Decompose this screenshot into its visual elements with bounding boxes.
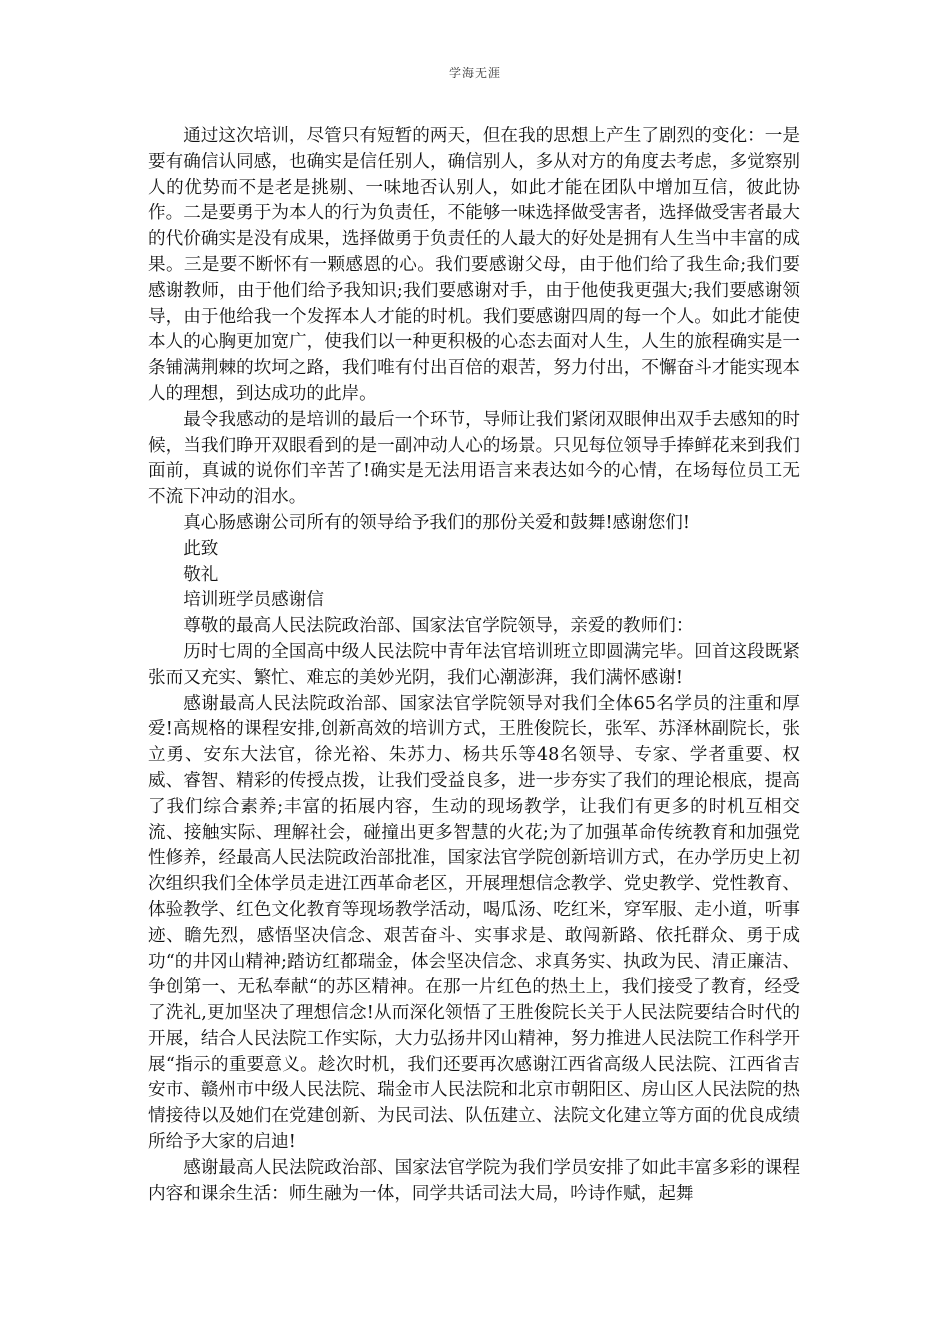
paragraph: 真心肠感谢公司所有的领导给予我们的那份关爱和鼓舞!感谢您们! bbox=[183, 512, 690, 533]
salutation-line: 敬礼 bbox=[183, 564, 219, 585]
letter-title: 培训班学员感谢信 bbox=[183, 590, 324, 611]
paragraph: 最令我感动的是培训的最后一个环节，导师让我们紧闭双眼伸出双手去感知的时候，当我们睁开双眼看到的是一副冲动人心的场景。只见每位领导手捧鲜花来到我们面前，真诚的说你们辛苦了!确实是无法用语言来表达如今的心情，在场每位员工无不流下冲动的泪水。 bbox=[148, 409, 800, 508]
paragraph: 感谢最高人民法院政治部、国家法官学院为我们学员安排了如此丰富多彩的课程内容和课余生活：师生融为一体，同学共话司法大局，吟诗作赋，起舞 bbox=[148, 1157, 800, 1204]
paragraph: 通过这次培训，尽管只有短暂的两天，但在我的思想上产生了剧烈的变化：一是要有确信认同感，也确实是信任别人，确信别人，多从对方的角度去考虑，多觉察别人的优势而不是老是挑剔、一味地否认别人，如此才能在团队中增加互信，彼此协作。二是要勇于为本人的行为负责任，不能够一味选择做受害者，选择做受害者最大的代价确实是没有成果，选择做勇于负责任的人最大的好处是拥有人生当中丰富的成果。三是要不断怀有一颗感恩的心。我们要感谢父母，由于他们给了我生命;我们要感谢教师，由于他们给予我知识;我们要感谢对手，由于他使我更强大;我们要感谢领导，由于他给我一个发挥本人才能的时机。我们要感谢四周的每一个人。如此才能使本人的心胸更加宽广，使我们以一种更积极的心态去面对人生，人生的旅程确实是一条铺满荆棘的坎坷之路，我们唯有付出百倍的艰苦，努力付出，不懈奋斗才能实现本人的理想，到达成功的此岸。 bbox=[148, 126, 800, 404]
paragraph: 感谢最高人民法院政治部、国家法官学院领导对我们全体65名学员的注重和厚爱!高规格的课程安排,创新高效的培训方式，王胜俊院长，张军、苏泽林副院长，张立勇、安东大法官，徐光裕、朱苏力、杨共乐等48名领导、专家、学者重要、权威、睿智、精彩的传授点拨，让我们受益良多，进一步夯实了我们的理论根底，提高了我们综合素养;丰富的拓展内容，生动的现场教学，让我们有更多的时机互相交流、接触实际、理解社会，碰撞出更多智慧的火花;为了加强革命传统教育和加强党性修养，经最高人民法院政治部批准，国家法官学院创新培训方式，在办学历史上初次组织我们全体学员走进江西革命老区，开展理想信念教学、党史教学、党性教育、体验教学、红色文化教育等现场教学活动，喝瓜汤、吃红米，穿军服、走小道，听事迹、瞻先烈，感悟坚决信念、艰苦奋斗、实事求是、敢闯新路、依托群众、勇于成功“的井冈山精神;踏访红都瑞金，体会坚决信念、求真务实、执政为民、清正廉洁、争创第一、无私奉献“的苏区精神。在那一片红色的热土上，我们接受了教育，经受了洗礼,更加坚决了理想信念!从而深化领悟了王胜俊院长关于人民法院要结合时代的开展，结合人民法院工作实际，大力弘扬井冈山精神，努力推进人民法院工作科学开展“指示的重要意义。趁次时机，我们还要再次感谢江西省高级人民法院、江西省吉安市、赣州市中级人民法院、瑞金市人民法院和北京市朝阳区、房山区人民法院的热情接待以及她们在党建创新、为民司法、队伍建立、法院文化建立等方面的优良成绩所给予大家的启迪! bbox=[148, 693, 800, 1153]
document-body bbox=[148, 124, 800, 1207]
letter-greeting: 尊敬的最高人民法院政治部、国家法官学院领导，亲爱的教师们： bbox=[183, 616, 694, 637]
paragraph: 历时七周的全国高中级人民法院中青年法官培训班立即圆满完毕。回首这段既紧张而又充实、繁忙、难忘的美妙光阴，我们心潮澎湃，我们满怀感谢! bbox=[148, 641, 800, 688]
salutation-line: 此致 bbox=[183, 538, 219, 559]
page-header: 学海无涯 bbox=[448, 66, 501, 80]
